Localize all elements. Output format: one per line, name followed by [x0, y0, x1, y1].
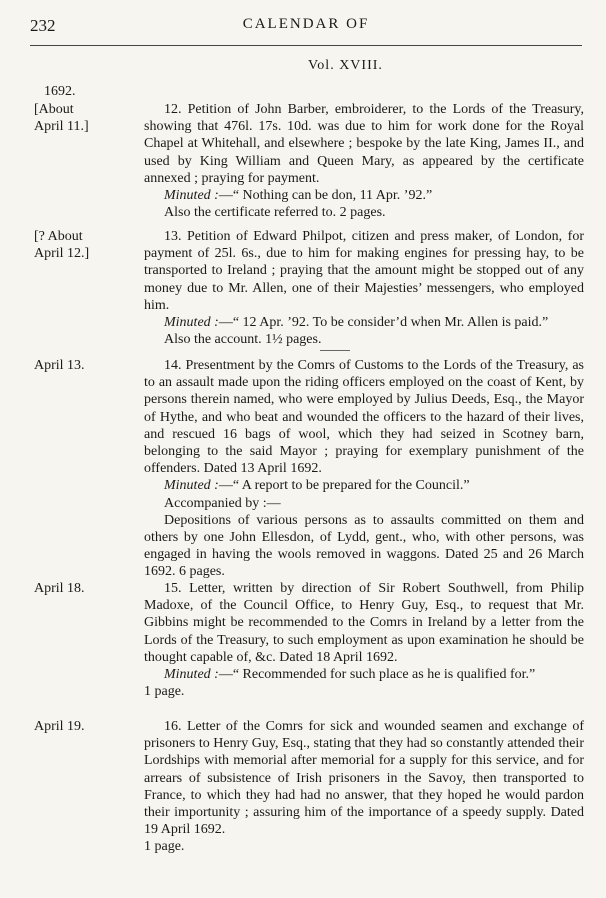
entry-text: 15. Letter, written by direction of Sir Robert Southwell, from Philip Madoxe, of the Council Office, to Henry Guy, Esq., to request that Mr. Gibbins might be recommended to the Comrs in Ireland by a letter from the Lords of the Treasury, to such employment as upon examination he should be thought capable of, &c. Dated 18 April 1692.: [144, 581, 584, 665]
separator: [320, 350, 350, 351]
entry-text: 13. Petition of Edward Philpot, citizen and press maker, of London, for payment of 25l. 6s., due to him for making engines for pressing hay, to be transported to Ireland ; praying that the amount might be stopped out of any money due to Mr. Allen, one of their Majesties’ messengers, who employed him.: [144, 229, 584, 313]
entry-date: [About April 11.]: [34, 102, 89, 135]
entry-extra: Also the certificate referred to. 2 pages.: [164, 205, 386, 221]
entry-text: 12. Petition of John Barber, embroiderer, to the Lords of the Treasury, showing that 476l. 17s. 10d. was due to him for work done for the Royal Chapel at Whitehall, and elsewhere ; bespoke by the late King, James II., and used by King William and Queen Mary, as appeared by the certificate annexed ; praying for payment.: [144, 102, 584, 186]
entry-body: [144, 718, 584, 856]
entry-extra: Also the account. 1½ pages.: [164, 332, 322, 348]
accompanied-line: Accompanied by :—: [164, 495, 281, 511]
year-label: 1692.: [44, 84, 76, 99]
entry-extra: 1 page.: [144, 684, 185, 700]
minuted-line: Minuted :—“ Recommended for such place as he is qualified for.”: [164, 667, 536, 683]
entry-body: [144, 228, 584, 348]
entry-body: [144, 580, 584, 700]
header-rule: [30, 45, 582, 46]
entry-date: April 19.: [34, 719, 85, 734]
minuted-line: Minuted :—“ Nothing can be don, 11 Apr. ’92.”: [164, 188, 433, 204]
page-number: 232: [30, 16, 56, 35]
entry-date: April 18.: [34, 581, 85, 596]
minuted-line: Minuted :—“ A report to be prepared for the Council.”: [164, 478, 470, 494]
running-head: CALENDAR OF: [242, 16, 370, 32]
page-header: [30, 14, 582, 38]
entry-date: April 13.: [34, 358, 85, 373]
entry-text: 16. Letter of the Comrs for sick and wounded seamen and exchange of prisoners to Henry Guy, Esq., stating that they had so constantly attended their Lordships with memorial after memorial for a supply for this service, and for arrears of subsistence of Irish prisoners in the Savoy, then transported to France, to which they had had no answer, that they hoped he would pardon their importunity ; assuring him of the importance of a speedy supply. Dated 19 April 1692.: [144, 719, 584, 838]
entry-body: [144, 357, 584, 581]
entry-extra: 1 page.: [144, 839, 185, 855]
entry-text: 14. Presentment by the Comrs of Customs to the Lords of the Treasury, as to an assault made upon the riding officers employed on the coast of Kent, by persons therein named, who were employed by Julius Deeds, Esq., the Mayor of Hythe, and who beat and wounded the officers to the hazard of their lives, and rescued 16 bags of wool, which they had seized in Scotney barn, belonging to the said Mayor ; praying for exemplary punishment of the offenders. Dated 13 April 1692.: [144, 358, 584, 477]
volume-label: Vol. XVIII.: [308, 58, 383, 73]
entry-extra: Depositions of various persons as to assaults committed on them and others by one John Ellesdon, of Lydd, gent., who, with other persons, was engaged in having the wools removed in waggons. Dated 25 and 26 March 1692. 6 pages.: [144, 512, 584, 580]
entry-body: [144, 101, 584, 221]
entry-date: [? About April 12.]: [34, 229, 90, 262]
minuted-line: Minuted :—“ 12 Apr. ’92. To be consider’d when Mr. Allen is paid.”: [164, 315, 549, 331]
